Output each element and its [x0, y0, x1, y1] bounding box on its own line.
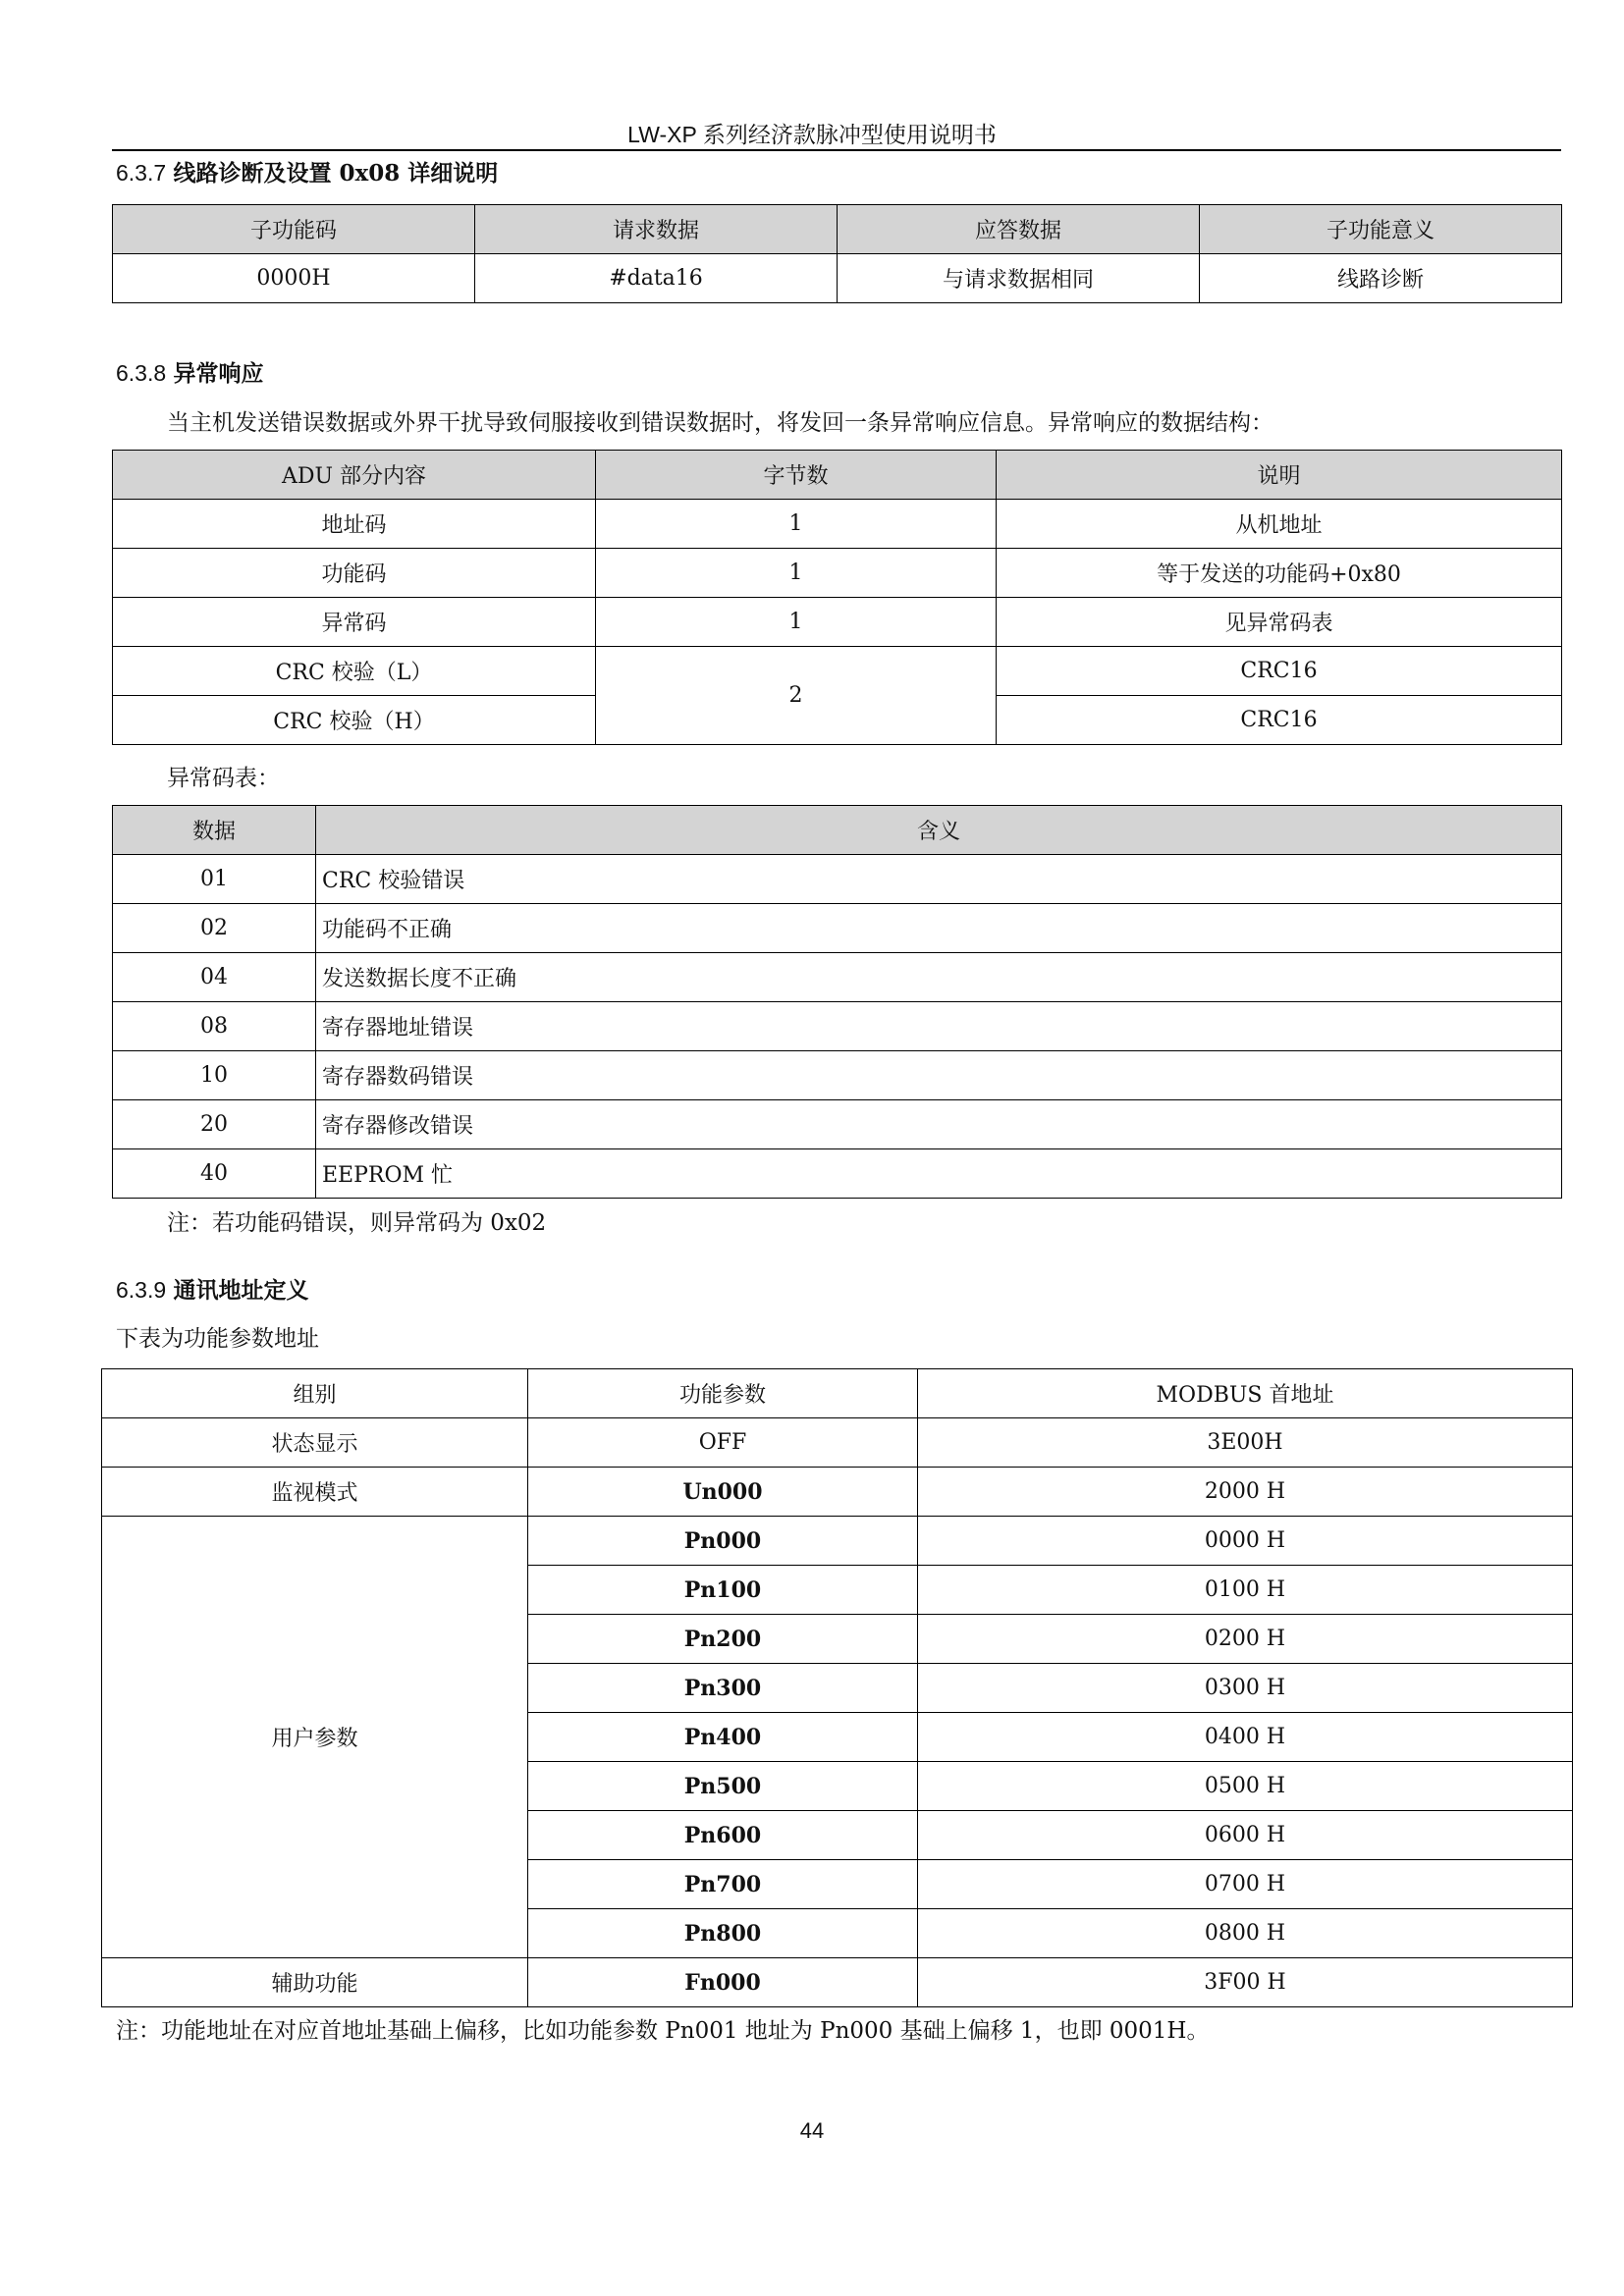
- address-cell: 0800 H: [918, 1909, 1573, 1958]
- table-cell: CRC 校验（H）: [113, 696, 596, 745]
- table-cell: CRC16: [997, 647, 1562, 696]
- code-cell: 01: [113, 855, 316, 904]
- group-cell: 状态显示: [102, 1418, 528, 1468]
- code-cell: 20: [113, 1100, 316, 1149]
- column-header: 应答数据: [838, 205, 1200, 254]
- param-cell: Pn000: [528, 1517, 918, 1566]
- section-heading-6-3-7: [116, 155, 498, 187]
- param-cell: Pn800: [528, 1909, 918, 1958]
- exception-note: 注：若功能码错误，则异常码为 0x02: [167, 1210, 547, 1236]
- param-cell: Pn300: [528, 1664, 918, 1713]
- address-cell: 0000 H: [918, 1517, 1573, 1566]
- section-number: 6.3.7: [116, 160, 167, 186]
- table-cell: 1: [596, 598, 997, 647]
- param-cell: Pn700: [528, 1860, 918, 1909]
- meaning-cell: 寄存器地址错误: [316, 1002, 1562, 1051]
- address-cell: 3E00H: [918, 1418, 1573, 1468]
- param-cell: Pn400: [528, 1713, 918, 1762]
- table-cell-merged: 2: [596, 647, 997, 745]
- meaning-cell: EEPROM 忙: [316, 1149, 1562, 1199]
- column-header: 含义: [316, 806, 1562, 855]
- param-cell: OFF: [528, 1418, 918, 1468]
- param-cell: Pn600: [528, 1811, 918, 1860]
- diagnostic-table: [112, 204, 1562, 303]
- meaning-cell: 寄存器数码错误: [316, 1051, 1562, 1100]
- table-cell: 等于发送的功能码+0x80: [997, 549, 1562, 598]
- header-divider: [112, 149, 1561, 151]
- code-cell: 08: [113, 1002, 316, 1051]
- param-cell: Fn000: [528, 1958, 918, 2007]
- column-header: 字节数: [596, 451, 997, 500]
- address-cell: 3F00 H: [918, 1958, 1573, 2007]
- exception-code-table: [112, 805, 1562, 1199]
- code-cell: 10: [113, 1051, 316, 1100]
- table-cell: 见异常码表: [997, 598, 1562, 647]
- param-cell: Pn100: [528, 1566, 918, 1615]
- meaning-cell: CRC 校验错误: [316, 855, 1562, 904]
- section-heading-6-3-9: [116, 1272, 308, 1305]
- table-cell: 功能码: [113, 549, 596, 598]
- page-header-title: LW-XP 系列经济款脉冲型使用说明书: [627, 122, 997, 147]
- section-title: 异常响应: [173, 360, 264, 387]
- section-title: 通讯地址定义: [173, 1277, 309, 1304]
- section-title: 线路诊断及设置 0x08 详细说明: [173, 160, 499, 187]
- address-cell: 0600 H: [918, 1811, 1573, 1860]
- column-header: 子功能意义: [1200, 205, 1562, 254]
- table-cell: 与请求数据相同: [838, 254, 1200, 303]
- table-cell: CRC 校验（L）: [113, 647, 596, 696]
- column-header: 数据: [113, 806, 316, 855]
- column-header: MODBUS 首地址: [918, 1369, 1573, 1418]
- column-header: ADU 部分内容: [113, 451, 596, 500]
- column-header: 请求数据: [475, 205, 838, 254]
- address-note: 注：功能地址在对应首地址基础上偏移，比如功能参数 Pn001 地址为 Pn000 基础上偏移 1，也即 0001H。: [116, 2018, 1210, 2044]
- table-cell: #data16: [475, 254, 838, 303]
- exception-response-table: [112, 450, 1562, 745]
- meaning-cell: 寄存器修改错误: [316, 1100, 1562, 1149]
- address-cell: 0300 H: [918, 1664, 1573, 1713]
- section-number: 6.3.9: [116, 1277, 167, 1303]
- address-cell: 0200 H: [918, 1615, 1573, 1664]
- param-cell: Un000: [528, 1468, 918, 1517]
- section-number: 6.3.8: [116, 360, 167, 386]
- address-cell: 0500 H: [918, 1762, 1573, 1811]
- column-header: 功能参数: [528, 1369, 918, 1418]
- address-intro: 下表为功能参数地址: [116, 1326, 319, 1352]
- column-header: 组别: [102, 1369, 528, 1418]
- exception-intro: 当主机发送错误数据或外界干扰导致伺服接收到错误数据时，将发回一条异常响应信息。异常响应的数据结构：: [167, 410, 1273, 436]
- param-cell: Pn200: [528, 1615, 918, 1664]
- param-cell: Pn500: [528, 1762, 918, 1811]
- table-cell: 线路诊断: [1200, 254, 1562, 303]
- group-cell: 辅助功能: [102, 1958, 528, 2007]
- table-cell: 地址码: [113, 500, 596, 549]
- table-cell: 从机地址: [997, 500, 1562, 549]
- group-cell-merged: 用户参数: [102, 1517, 528, 1958]
- address-cell: 0100 H: [918, 1566, 1573, 1615]
- code-cell: 02: [113, 904, 316, 953]
- section-heading-6-3-8: [116, 355, 263, 388]
- column-header: 说明: [997, 451, 1562, 500]
- meaning-cell: 功能码不正确: [316, 904, 1562, 953]
- address-cell: 0700 H: [918, 1860, 1573, 1909]
- address-cell: 0400 H: [918, 1713, 1573, 1762]
- group-cell: 监视模式: [102, 1468, 528, 1517]
- code-cell: 40: [113, 1149, 316, 1199]
- column-header: 子功能码: [113, 205, 475, 254]
- exception-code-table-label: 异常码表：: [167, 766, 280, 791]
- table-cell: CRC16: [997, 696, 1562, 745]
- table-cell: 异常码: [113, 598, 596, 647]
- table-cell: 1: [596, 500, 997, 549]
- address-cell: 2000 H: [918, 1468, 1573, 1517]
- table-cell: 0000H: [113, 254, 475, 303]
- address-table: [101, 1368, 1573, 2007]
- code-cell: 04: [113, 953, 316, 1002]
- meaning-cell: 发送数据长度不正确: [316, 953, 1562, 1002]
- page-number: 44: [799, 2118, 825, 2143]
- table-cell: 1: [596, 549, 997, 598]
